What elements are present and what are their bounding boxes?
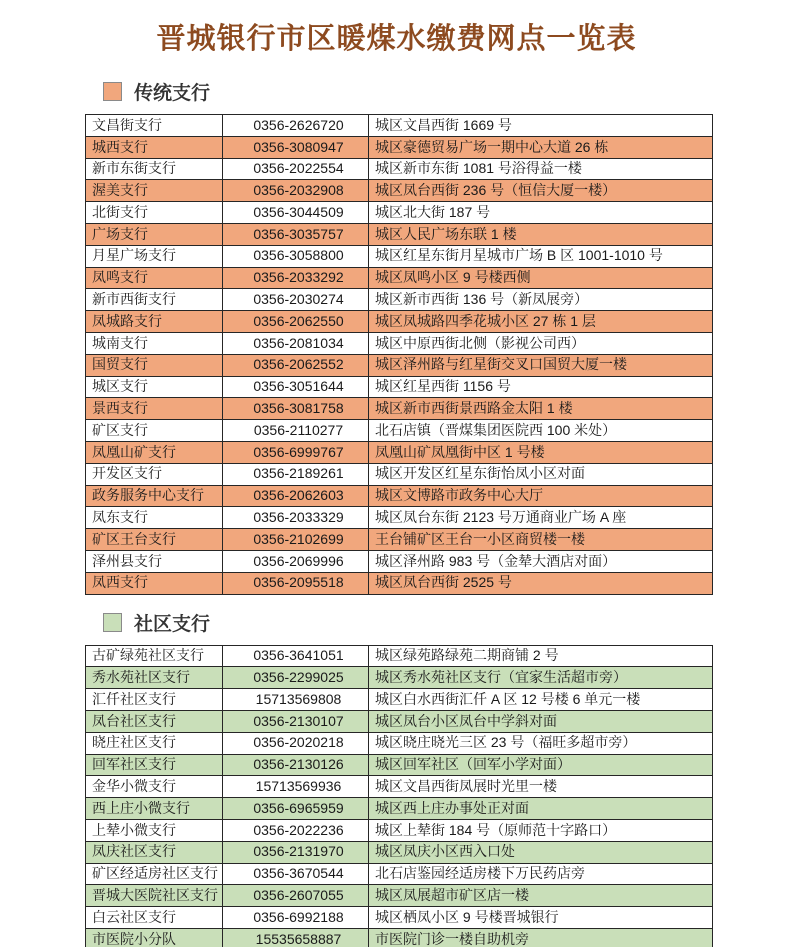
address-cell: 城区文博路市政务中心大厅: [369, 485, 713, 507]
branch-name-cell: 新市西街支行: [86, 289, 223, 311]
section-header-traditional: [103, 78, 793, 105]
phone-cell: 0356-2626720: [223, 115, 369, 137]
branch-name-cell: 国贸支行: [86, 354, 223, 376]
phone-cell: 0356-2069996: [223, 550, 369, 572]
address-cell: 市医院门诊一楼自助机旁: [369, 928, 713, 947]
table-row: [86, 332, 713, 354]
table-row: [86, 463, 713, 485]
table-row: [86, 645, 713, 667]
address-cell: 城区泽州路与红星街交叉口国贸大厦一楼: [369, 354, 713, 376]
address-cell: 城区凤展超市矿区店一楼: [369, 885, 713, 907]
branch-name-cell: 凤东支行: [86, 507, 223, 529]
table-row: [86, 928, 713, 947]
phone-cell: 0356-2062550: [223, 311, 369, 333]
address-cell: 城区栖凤小区 9 号楼晋城银行: [369, 907, 713, 929]
address-cell: 北石店镇（晋煤集团医院西 100 米处）: [369, 420, 713, 442]
phone-cell: 0356-2607055: [223, 885, 369, 907]
branch-name-cell: 市医院小分队: [86, 928, 223, 947]
address-cell: 城区凤台西街 2525 号: [369, 572, 713, 594]
branch-name-cell: 凤庆社区支行: [86, 841, 223, 863]
table-row: [86, 841, 713, 863]
branch-name-cell: 渥美支行: [86, 180, 223, 202]
address-cell: 城区凤台西街 236 号（恒信大厦一楼）: [369, 180, 713, 202]
table-row: [86, 354, 713, 376]
branch-name-cell: 凤城路支行: [86, 311, 223, 333]
phone-cell: 0356-3051644: [223, 376, 369, 398]
address-cell: 城区凤鸣小区 9 号楼西侧: [369, 267, 713, 289]
address-cell: 城区红星东街月星城市广场 B 区 1001-1010 号: [369, 245, 713, 267]
phone-cell: 0356-3058800: [223, 245, 369, 267]
traditional-table-body: [86, 115, 713, 595]
table-row: [86, 180, 713, 202]
phone-cell: 0356-6999767: [223, 441, 369, 463]
table-row: [86, 754, 713, 776]
address-cell: 城区晓庄晓光三区 23 号（福旺多超市旁）: [369, 732, 713, 754]
branch-name-cell: 城区支行: [86, 376, 223, 398]
table-row: [86, 885, 713, 907]
address-cell: 城区人民广场东联 1 楼: [369, 223, 713, 245]
community-table-body: [86, 645, 713, 947]
phone-cell: 0356-2110277: [223, 420, 369, 442]
phone-cell: 0356-2081034: [223, 332, 369, 354]
phone-cell: 0356-2062603: [223, 485, 369, 507]
section-label: 传统支行: [134, 83, 211, 104]
branch-name-cell: 凤鸣支行: [86, 267, 223, 289]
branch-name-cell: 回军社区支行: [86, 754, 223, 776]
branch-name-cell: 凤台社区支行: [86, 710, 223, 732]
phone-cell: 0356-2032908: [223, 180, 369, 202]
table-row: [86, 420, 713, 442]
branch-name-cell: 西上庄小微支行: [86, 798, 223, 820]
branch-name-cell: 北街支行: [86, 202, 223, 224]
phone-cell: 0356-2022236: [223, 819, 369, 841]
branch-name-cell: 景西支行: [86, 398, 223, 420]
phone-cell: 0356-6992188: [223, 907, 369, 929]
table-row: [86, 507, 713, 529]
table-row: [86, 550, 713, 572]
address-cell: 北石店鉴园经适房楼下万民药店旁: [369, 863, 713, 885]
address-cell: 城区新市东街 1081 号浴得益一楼: [369, 158, 713, 180]
address-cell: 城区凤城路四季花城小区 27 栋 1 层: [369, 311, 713, 333]
traditional-legend-swatch-icon: [103, 82, 122, 101]
phone-cell: 15713569808: [223, 689, 369, 711]
branch-name-cell: 白云社区支行: [86, 907, 223, 929]
branch-name-cell: 城南支行: [86, 332, 223, 354]
phone-cell: 0356-3081758: [223, 398, 369, 420]
address-cell: 城区中原西街北侧（影视公司西）: [369, 332, 713, 354]
address-cell: 城区凤台东街 2123 号万通商业广场 A 座: [369, 507, 713, 529]
branch-name-cell: 新市东街支行: [86, 158, 223, 180]
phone-cell: 0356-3080947: [223, 136, 369, 158]
phone-cell: 15713569936: [223, 776, 369, 798]
phone-cell: 0356-2022554: [223, 158, 369, 180]
phone-cell: 15535658887: [223, 928, 369, 947]
table-row: [86, 776, 713, 798]
address-cell: 城区豪德贸易广场一期中心大道 26 栋: [369, 136, 713, 158]
phone-cell: 0356-2131970: [223, 841, 369, 863]
address-cell: 城区凤台小区凤台中学斜对面: [369, 710, 713, 732]
phone-cell: 0356-2095518: [223, 572, 369, 594]
table-row: [86, 376, 713, 398]
table-row: [86, 667, 713, 689]
address-cell: 城区北大街 187 号: [369, 202, 713, 224]
branch-name-cell: 政务服务中心支行: [86, 485, 223, 507]
branch-name-cell: 凤凰山矿支行: [86, 441, 223, 463]
table-row: [86, 223, 713, 245]
phone-cell: 0356-2033292: [223, 267, 369, 289]
table-row: [86, 710, 713, 732]
address-cell: 城区新市西街景西路金太阳 1 楼: [369, 398, 713, 420]
address-cell: 城区上辇街 184 号（原师范十字路口）: [369, 819, 713, 841]
table-row: [86, 819, 713, 841]
address-cell: 城区绿苑路绿苑二期商铺 2 号: [369, 645, 713, 667]
phone-cell: 0356-2189261: [223, 463, 369, 485]
branch-name-cell: 广场支行: [86, 223, 223, 245]
phone-cell: 0356-2020218: [223, 732, 369, 754]
table-row: [86, 245, 713, 267]
phone-cell: 0356-2299025: [223, 667, 369, 689]
branch-name-cell: 金华小微支行: [86, 776, 223, 798]
phone-cell: 0356-2130126: [223, 754, 369, 776]
table-row: [86, 267, 713, 289]
table-row: [86, 115, 713, 137]
address-cell: 城区秀水苑社区支行（宜家生活超市旁）: [369, 667, 713, 689]
table-row: [86, 732, 713, 754]
phone-cell: 0356-3044509: [223, 202, 369, 224]
branch-name-cell: 晋城大医院社区支行: [86, 885, 223, 907]
phone-cell: 0356-2030274: [223, 289, 369, 311]
table-row: [86, 863, 713, 885]
branch-table-community: [85, 645, 713, 947]
address-cell: 城区回军社区（回军小学对面）: [369, 754, 713, 776]
phone-cell: 0356-2062552: [223, 354, 369, 376]
branch-name-cell: 凤西支行: [86, 572, 223, 594]
table-row: [86, 572, 713, 594]
branch-name-cell: 月星广场支行: [86, 245, 223, 267]
address-cell: 城区文昌西街 1669 号: [369, 115, 713, 137]
branch-name-cell: 矿区支行: [86, 420, 223, 442]
branch-name-cell: 矿区经适房社区支行: [86, 863, 223, 885]
table-row: [86, 441, 713, 463]
table-row: [86, 202, 713, 224]
table-row: [86, 689, 713, 711]
phone-cell: 0356-3670544: [223, 863, 369, 885]
address-cell: 城区文昌西街凤展时光里一楼: [369, 776, 713, 798]
community-legend-swatch-icon: [103, 613, 122, 632]
section-header-community: [103, 609, 793, 636]
address-cell: 城区西上庄办事处正对面: [369, 798, 713, 820]
address-cell: 城区泽州路 983 号（金辇大酒店对面）: [369, 550, 713, 572]
address-cell: 城区开发区红星东街怡凤小区对面: [369, 463, 713, 485]
table-row: [86, 289, 713, 311]
branch-name-cell: 上辇小微支行: [86, 819, 223, 841]
phone-cell: 0356-2130107: [223, 710, 369, 732]
address-cell: 城区红星西街 1156 号: [369, 376, 713, 398]
address-cell: 王台铺矿区王台一小区商贸楼一楼: [369, 529, 713, 551]
branch-name-cell: 汇仟社区支行: [86, 689, 223, 711]
branch-name-cell: 文昌街支行: [86, 115, 223, 137]
table-row: [86, 158, 713, 180]
branch-name-cell: 晓庄社区支行: [86, 732, 223, 754]
table-row: [86, 398, 713, 420]
table-row: [86, 311, 713, 333]
branch-name-cell: 古矿绿苑社区支行: [86, 645, 223, 667]
address-cell: 凤凰山矿凤凰街中区 1 号楼: [369, 441, 713, 463]
branch-name-cell: 泽州县支行: [86, 550, 223, 572]
branch-name-cell: 开发区支行: [86, 463, 223, 485]
phone-cell: 0356-2102699: [223, 529, 369, 551]
branch-table-traditional: [85, 114, 713, 595]
branch-name-cell: 城西支行: [86, 136, 223, 158]
phone-cell: 0356-2033329: [223, 507, 369, 529]
table-row: [86, 529, 713, 551]
table-row: [86, 907, 713, 929]
section-label: 社区支行: [134, 613, 211, 635]
branch-name-cell: 矿区王台支行: [86, 529, 223, 551]
address-cell: 城区凤庆小区西入口处: [369, 841, 713, 863]
branch-name-cell: 秀水苑社区支行: [86, 667, 223, 689]
table-row: [86, 136, 713, 158]
page-title: 晋城银行市区暖煤水缴费网点一览表: [156, 23, 637, 55]
phone-cell: 0356-3641051: [223, 645, 369, 667]
table-row: [86, 798, 713, 820]
phone-cell: 0356-3035757: [223, 223, 369, 245]
table-row: [86, 485, 713, 507]
phone-cell: 0356-6965959: [223, 798, 369, 820]
address-cell: 城区新市西街 136 号（新凤展旁）: [369, 289, 713, 311]
address-cell: 城区白水西街汇仟 A 区 12 号楼 6 单元一楼: [369, 689, 713, 711]
